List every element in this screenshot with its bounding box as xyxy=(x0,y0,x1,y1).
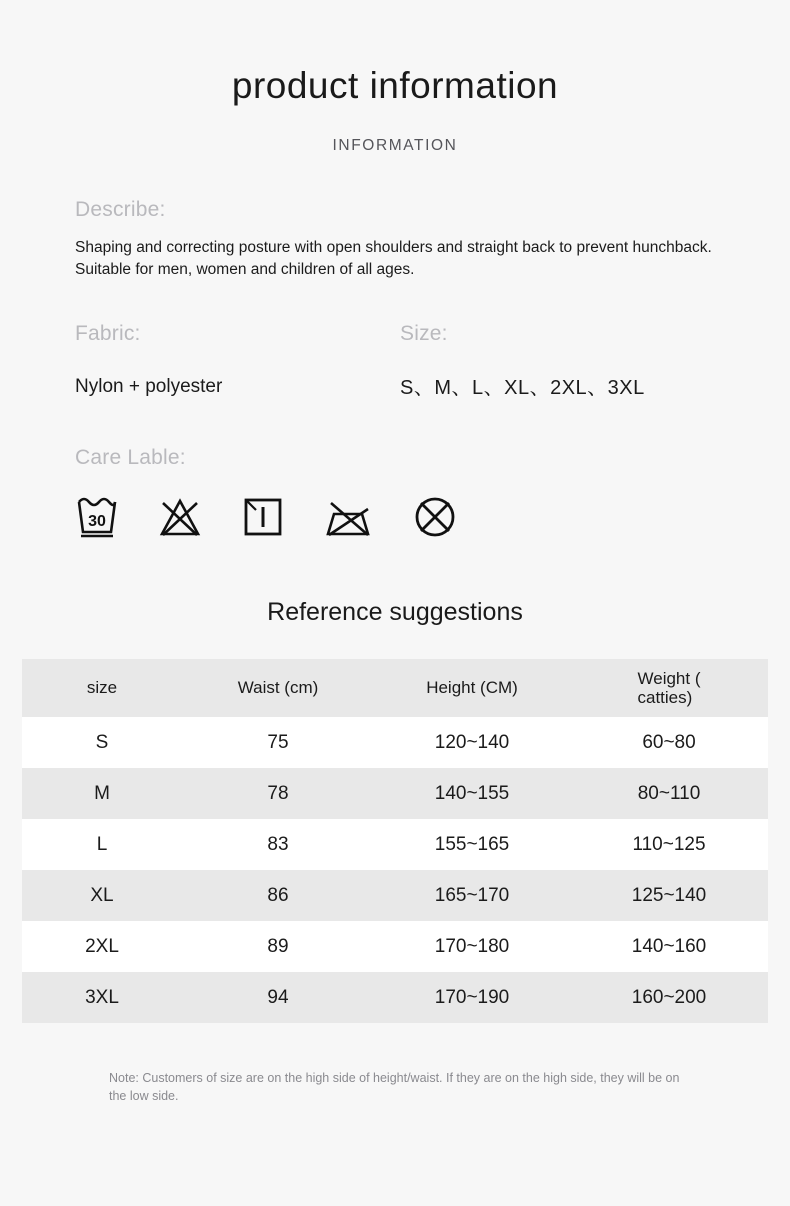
header-weight-line1: Weight ( xyxy=(637,668,701,688)
table-row xyxy=(22,972,768,1023)
cell-waist: 75 xyxy=(182,717,374,768)
describe-text: Shaping and correcting posture with open shoulders and straight back to prevent hunchback. Suitable for men, women and children of all ages. xyxy=(75,238,712,278)
table-row xyxy=(22,870,768,921)
content-area xyxy=(0,198,790,541)
cell-height: 170~180 xyxy=(374,921,570,972)
header-size: size xyxy=(22,659,182,717)
header-waist: Waist (cm) xyxy=(182,659,374,717)
cell-weight: 110~125 xyxy=(570,819,768,870)
wash-30-gentle-icon xyxy=(75,494,119,540)
cell-weight: 125~140 xyxy=(570,870,768,921)
size-chart-table xyxy=(22,659,768,1023)
care-label: Care Lable: xyxy=(75,446,186,470)
cell-height: 120~140 xyxy=(374,717,570,768)
cell-waist: 89 xyxy=(182,921,374,972)
fabric-value: Nylon + polyester xyxy=(75,375,223,397)
cell-height: 155~165 xyxy=(374,819,570,870)
do-not-bleach-icon xyxy=(157,494,203,540)
table-title: Reference suggestions xyxy=(267,598,523,627)
page-title: product information xyxy=(231,65,559,106)
fabric-label: Fabric: xyxy=(75,321,141,345)
page-subtitle: INFORMATION xyxy=(332,136,458,154)
describe-label: Describe: xyxy=(75,197,166,221)
cell-size: M xyxy=(22,768,182,819)
cell-weight: 160~200 xyxy=(570,972,768,1023)
table-body xyxy=(22,717,768,1023)
cell-waist: 83 xyxy=(182,819,374,870)
fabric-size-row xyxy=(75,322,715,402)
cell-size: 2XL xyxy=(22,921,182,972)
cell-weight: 140~160 xyxy=(570,921,768,972)
do-not-dry-clean-icon xyxy=(411,493,459,541)
table-row xyxy=(22,768,768,819)
table-row xyxy=(22,717,768,768)
cell-weight: 80~110 xyxy=(570,768,768,819)
cell-weight: 60~80 xyxy=(570,717,768,768)
cell-waist: 86 xyxy=(182,870,374,921)
describe-section xyxy=(75,198,715,281)
cell-height: 140~155 xyxy=(374,768,570,819)
header-weight xyxy=(570,659,768,717)
cell-height: 170~190 xyxy=(374,972,570,1023)
cell-waist: 78 xyxy=(182,768,374,819)
size-value: S、M、L、XL、2XL、3XL xyxy=(400,376,645,399)
cell-height: 165~170 xyxy=(374,870,570,921)
care-icon-row xyxy=(75,493,715,541)
drip-dry-in-shade-icon xyxy=(241,494,285,540)
fabric-section xyxy=(75,322,400,402)
cell-size: 3XL xyxy=(22,972,182,1023)
table-row xyxy=(22,921,768,972)
do-not-iron-icon xyxy=(323,494,373,540)
cell-waist: 94 xyxy=(182,972,374,1023)
size-section xyxy=(400,322,715,402)
table-header-row xyxy=(22,659,768,717)
header-weight-line2: catties) xyxy=(637,687,693,707)
cell-size: L xyxy=(22,819,182,870)
cell-size: XL xyxy=(22,870,182,921)
table-header xyxy=(22,659,768,717)
size-note: Note: Customers of size are on the high side of height/waist. If they are on the high side, they will be on the low side. xyxy=(109,1071,680,1104)
svg-text:30: 30 xyxy=(88,513,106,531)
table-row xyxy=(22,819,768,870)
size-label: Size: xyxy=(400,321,448,345)
care-label-section xyxy=(75,446,715,541)
cell-size: S xyxy=(22,717,182,768)
header-height: Height (CM) xyxy=(374,659,570,717)
